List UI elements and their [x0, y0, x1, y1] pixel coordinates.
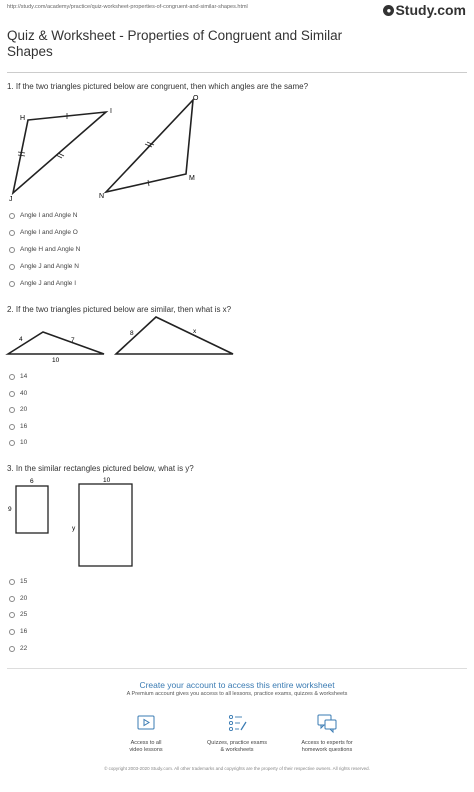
q1-option-2[interactable]: Angle I and Angle O: [9, 229, 78, 236]
side-label: 10: [103, 477, 111, 484]
tick-mark: [56, 155, 62, 158]
q2-figure: [0, 312, 250, 367]
logo-icon: ●: [383, 5, 394, 16]
side-label: 9: [8, 506, 12, 513]
label-j: J: [9, 196, 13, 203]
feature-quizzes: Quizzes, practice exams & worksheets: [192, 712, 282, 754]
radio-icon: [9, 264, 15, 270]
label-i: I: [110, 108, 112, 115]
q3-option-4[interactable]: 16: [9, 628, 27, 635]
q2-option-5[interactable]: 10: [9, 439, 27, 446]
q2-option-1[interactable]: 14: [9, 373, 27, 380]
small-rectangle: [16, 486, 48, 533]
radio-icon: [9, 407, 15, 413]
radio-icon: [9, 424, 15, 430]
tick-mark: [58, 153, 64, 156]
side-label: 4: [19, 336, 23, 343]
side-label: 8: [130, 330, 134, 337]
radio-icon: [9, 612, 15, 618]
question-3: 3. In the similar rectangles pictured below, what is y?: [7, 464, 194, 473]
q3-option-2[interactable]: 20: [9, 595, 27, 602]
label-m: M: [189, 175, 195, 182]
title-divider: [7, 72, 467, 73]
chat-icon: [316, 712, 338, 734]
feature-video-lessons: Access to all video lessons: [101, 712, 191, 754]
feature-experts: Access to experts for homework questions: [282, 712, 372, 754]
radio-icon: [9, 440, 15, 446]
q3-figure: [0, 475, 150, 570]
q1-option-1[interactable]: Angle I and Angle N: [9, 212, 77, 219]
question-2: 2. If the two triangles pictured below are similar, then what is x?: [7, 305, 232, 314]
video-icon: [135, 712, 157, 734]
page-url: http://study.com/academy/practice/quiz-worksheet-properties-of-congruent-and-similar-shapes.html: [7, 4, 248, 10]
q3-option-5[interactable]: 22: [9, 645, 27, 652]
q1-figure: [0, 92, 240, 207]
q2-option-2[interactable]: 40: [9, 390, 27, 397]
radio-icon: [9, 579, 15, 585]
side-label: x: [193, 328, 197, 335]
q3-option-1[interactable]: 15: [9, 578, 27, 585]
radio-icon: [9, 374, 15, 380]
triangle-hij: [13, 112, 106, 193]
large-rectangle: [79, 484, 132, 566]
create-account-link[interactable]: Create your account to access this entire worksheet: [139, 680, 335, 690]
tick-mark: [18, 155, 25, 156]
q1-option-4[interactable]: Angle J and Angle N: [9, 263, 79, 270]
radio-icon: [9, 247, 15, 253]
page-title: Quiz & Worksheet - Properties of Congruent and Similar Shapes: [7, 28, 343, 59]
label-h: H: [20, 115, 26, 122]
label-o: O: [193, 95, 199, 102]
side-label: y: [72, 525, 76, 532]
study-logo[interactable]: [383, 2, 466, 18]
copyright-notice: © copyright 2003-2020 Study.com. All other trademarks and copyrights are the property of their respective owners. All rights reserved.: [104, 766, 370, 771]
radio-icon: [9, 213, 15, 219]
side-label: 7: [71, 337, 75, 344]
radio-icon: [9, 230, 15, 236]
radio-icon: [9, 596, 15, 602]
radio-icon: [9, 391, 15, 397]
quiz-icon: [226, 712, 248, 734]
radio-icon: [9, 629, 15, 635]
side-label: 6: [30, 478, 34, 485]
logo-text: Study.com: [395, 2, 466, 18]
q2-option-4[interactable]: 16: [9, 423, 27, 430]
radio-icon: [9, 281, 15, 287]
q1-option-3[interactable]: Angle H and Angle N: [9, 246, 80, 253]
radio-icon: [9, 646, 15, 652]
premium-description: A Premium account gives you access to all lessons, practice exams, quizzes & worksheets: [126, 691, 348, 697]
tick-mark: [148, 180, 149, 186]
q2-option-3[interactable]: 20: [9, 406, 27, 413]
label-n: N: [99, 193, 105, 200]
tick-mark: [18, 152, 25, 153]
q1-option-5[interactable]: Angle J and Angle I: [9, 280, 76, 287]
side-label: 10: [52, 357, 60, 364]
question-1: 1. If the two triangles pictured below are congruent, then which angles are the same?: [7, 82, 309, 91]
q3-option-3[interactable]: 25: [9, 611, 27, 618]
footer-divider: [7, 668, 467, 669]
